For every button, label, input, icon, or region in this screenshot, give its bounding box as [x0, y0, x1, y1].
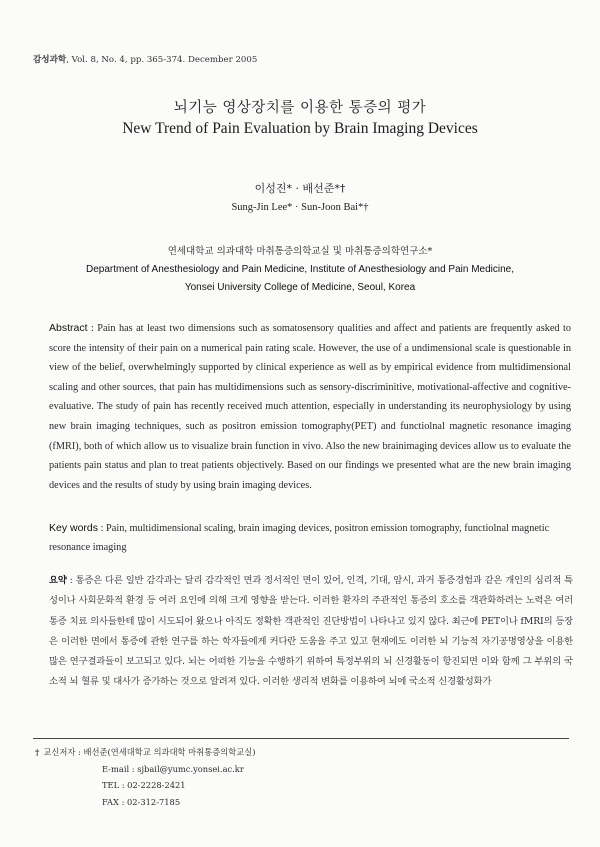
- keywords-section: [49, 519, 571, 557]
- journal-citation: [33, 53, 257, 65]
- korean-title: 뇌기능 영상장치를 이용한 통증의 평가: [173, 100, 427, 116]
- affiliation-korean: 연세대학교 의과대학 마취통증의학교실 및 마취통증의학연구소*: [167, 246, 433, 257]
- authors-english: Sung-Jin Lee* · Sun-Joon Bai*†: [231, 202, 369, 213]
- summary-text: : 통증은 다른 일반 감각과는 달리 감각적인 면과 정서적인 면이 있어, 인격, 기대, 암시, 과거 통증경험과 같은 개인의 심리적 특성이나 사회문화적 환경 등 여러 요인에 의해 크게 영향을 받는다. 이러한 환자의 주관적인 통증의 호소를 객관화하려는 노력은 여러 통증 치료 의사들한테 많이 시도되어 왔으나 아직도 정확한 객관적인 진단방법이 나타나고 있지 않다. 최근에 PET이나 fMRI의 등장은 이러한 면에서 통증에 관한 연구를 하는 학자들에게 커다란 도움을 주고 있고 현재에도 이러한 뇌 기능적 자기공명영상을 이용한 많은 연구결과들이 보고되고 있다. 뇌는 어떠한 기능을 수행하기 위하여 특정부위의 뇌 신경활동이 항진되면 이와 함께 그 부위의 국소적 뇌 혈류 및 대사가 증가하는 것으로 알려져 있다. 이러한 생리적 변화를 이용하여 뇌에 국소적 신경활성화가: [49, 575, 573, 688]
- keywords-label: Key words: [49, 522, 99, 534]
- english-title: New Trend of Pain Evaluation by Brain Imaging Devices: [122, 120, 478, 137]
- footnote: [35, 744, 256, 810]
- abstract-label: Abstract: [49, 322, 88, 334]
- footnote-tel: TEL : 02-2228-2421: [102, 780, 186, 790]
- abstract-text: : Pain has at least two dimensions such as somatosensory qualities and affect and patients are frequently asked to score the intensity of their pain on a numerical pain rating scale. However, the use of a undimensional scale is questionable in view of the belief, overwhelmingly supported by clinical experience as well as by empirical evidence from multidimensional scaling and other sources, that pain has multidimensions such as sensory-discriminitive, motivational-affective and cognitive-evaluative. The study of pain has recently received much attention, especially in understanding its neurophysiology by using new brain imaging techniques, such as positron emission tomography(PET) and functiolnal magnetic resonance imaging (fMRI), both of which allow us to visualize brain function in vivo. Also the new brainimaging devices allow us to evaluate the patients pain status and plan to treat patients objectively. Based on our findings we presented what are the new brain imaging devices and the results of study by using brain imaging devices.: [49, 323, 571, 491]
- affiliation-english-line2: Yonsei University College of Medicine, Seoul, Korea: [184, 282, 416, 293]
- footnote-email: E-mail : sjbail@yumc.yonsei.ac.kr: [102, 763, 244, 774]
- authors-korean: 이성진* · 배선준*†: [254, 182, 346, 195]
- abstract-section: [49, 319, 571, 495]
- citation-details: , Vol. 8, No. 4, pp. 365-374. December 2005: [66, 55, 258, 65]
- corresponding-author: 교신저자 : 배선준(연세대학교 의과대학 마취통증의학교실): [43, 747, 256, 757]
- affiliation-english-line1: Department of Anesthesiology and Pain Medicine, Institute of Anesthesiology and Pain Medicine,: [85, 264, 515, 275]
- keywords-text: : Pain, multidimensional scaling, brain imaging devices, positron emission tomography, functiolnal magnetic resonance imaging: [49, 523, 550, 553]
- korean-summary-section: [49, 571, 573, 693]
- footnote-fax: FAX : 02-312-7185: [102, 796, 181, 807]
- dagger-mark: †: [35, 747, 40, 757]
- footnote-divider: [33, 738, 569, 739]
- summary-label: 요약: [49, 575, 67, 586]
- journal-name: 감성과학: [33, 55, 67, 65]
